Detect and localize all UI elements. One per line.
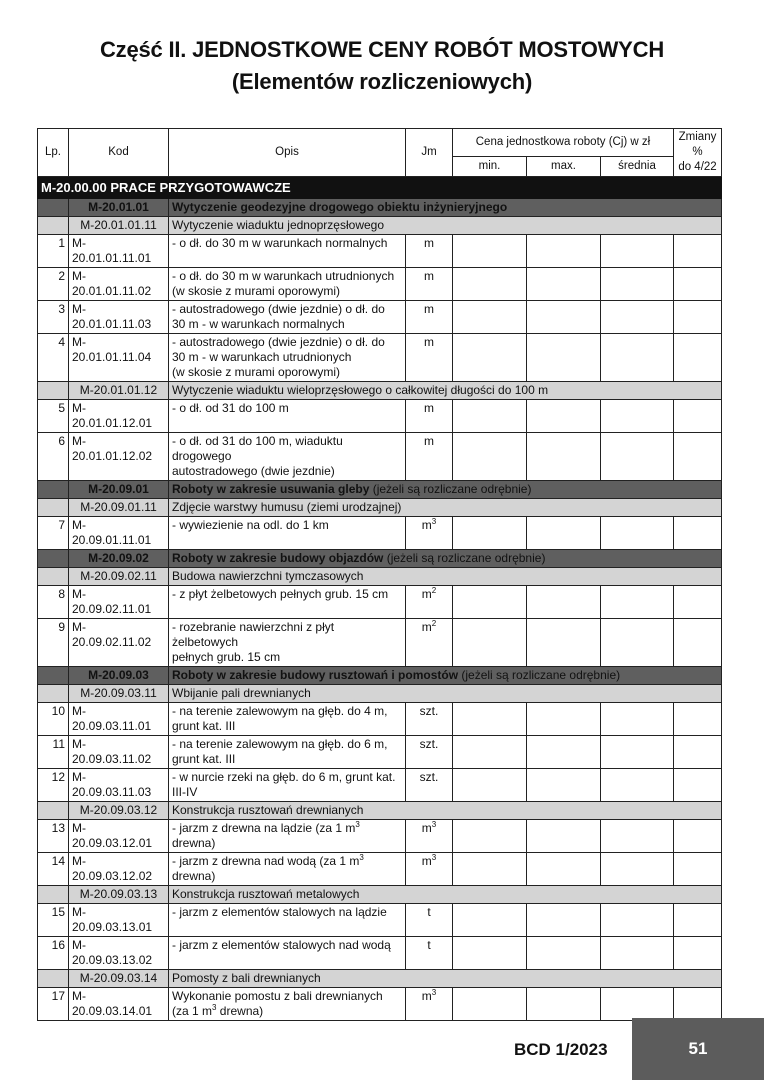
group-title-text: Roboty w zakresie budowy objazdów [172,551,384,565]
header-cena: Cena jednostkowa roboty (Cj) w zł [453,129,674,157]
group-title [169,199,722,217]
table-row [38,400,722,433]
row-opis-part: drewna) [172,836,216,850]
group-title-text: Roboty w zakresie budowy rusztowań i pomostów [172,668,459,682]
row-jm: m [406,433,453,481]
row-jm [406,988,453,1021]
row-opis-line: 30 m - w warunkach normalnych [172,317,345,331]
subgroup-title: Wytyczenie wiaduktu wieloprzęsłowego o całkowitej długości do 100 m [169,382,722,400]
table-row [38,334,722,382]
row-opis [169,703,406,736]
row-opis-line: (w skosie z murami oporowymi) [172,365,341,379]
row-opis-exponent: 3 [355,820,360,829]
row-code: M-20.09.03.11.02 [69,736,169,769]
group-row [38,199,722,217]
row-lp: 15 [38,904,69,937]
table-row [38,703,722,736]
subgroup-row [38,886,722,904]
row-code: M-20.01.01.11.04 [69,334,169,382]
row-opis: - o dł. do 30 m w warunkach normalnych [169,235,406,268]
header-zmiany-line1: Zmiany % [678,131,717,158]
table-row [38,853,722,886]
subgroup-code: M-20.09.03.11 [69,685,169,703]
row-opis-line: - na terenie zalewowym na głęb. do 4 m, [172,704,388,718]
row-opis: - jarzm z elementów stalowych nad wodą [169,937,406,970]
row-opis-part: - jarzm z drewna nad wodą (za 1 m [172,854,360,868]
row-jm-exponent: 3 [431,517,437,526]
row-code: M-20.09.03.12.02 [69,853,169,886]
subgroup-row [38,499,722,517]
section-row [38,177,722,199]
subgroup-row [38,685,722,703]
price-table [37,128,722,1021]
row-jm-unit: m [421,620,432,634]
row-lp: 8 [38,586,69,619]
row-opis: - o dł. od 31 do 100 m [169,400,406,433]
subgroup-code: M-20.01.01.11 [69,217,169,235]
header-lp: Lp. [38,129,69,177]
header-opis: Opis [169,129,406,177]
row-jm-exponent: 3 [431,988,437,997]
group-title [169,667,722,685]
page-number-box [632,1018,764,1080]
row-opis-line: grunt kat. III [172,752,236,766]
row-opis-line: III-IV [172,785,198,799]
row-code: M-20.09.03.13.02 [69,937,169,970]
group-row [38,550,722,568]
table-row [38,904,722,937]
group-title [169,481,722,499]
row-jm [406,853,453,886]
row-jm [406,619,453,667]
group-note: (jeżeli są rozliczane odrębnie) [369,482,532,496]
row-code: M-20.09.03.14.01 [69,988,169,1021]
row-opis: - z płyt żelbetowych pełnych grub. 15 cm [169,586,406,619]
group-code: M-20.09.02 [69,550,169,568]
row-opis-line: - autostradowego (dwie jezdnie) o dł. do [172,335,385,349]
row-lp: 11 [38,736,69,769]
row-opis [169,334,406,382]
table-header-row [38,129,722,157]
row-lp: 1 [38,235,69,268]
row-lp: 9 [38,619,69,667]
table-row [38,301,722,334]
header-zmiany-line2: do 4/22 [678,161,717,173]
row-lp: 12 [38,769,69,802]
row-opis-exponent: 3 [212,1003,217,1012]
row-opis [169,988,406,1021]
row-jm [406,517,453,550]
row-lp: 13 [38,820,69,853]
row-opis [169,736,406,769]
row-lp: 17 [38,988,69,1021]
row-opis [169,769,406,802]
row-jm-unit: m [421,518,432,532]
subgroup-code: M-20.09.03.12 [69,802,169,820]
row-jm-unit: m [421,989,432,1003]
subgroup-code: M-20.09.01.11 [69,499,169,517]
row-code: M-20.09.03.13.01 [69,904,169,937]
row-code: M-20.01.01.12.01 [69,400,169,433]
row-lp: 10 [38,703,69,736]
row-code: M-20.09.03.11.03 [69,769,169,802]
row-jm-exponent: 3 [431,820,437,829]
row-jm: m [406,400,453,433]
row-opis-part: (za 1 m [172,1004,213,1018]
row-code: M-20.01.01.11.01 [69,235,169,268]
row-opis-line: - o dł. do 30 m w warunkach utrudnionych [172,269,395,283]
section-title: M-20.00.00 PRACE PRZYGOTOWAWCZE [38,177,722,199]
row-jm: szt. [406,769,453,802]
row-code: M-20.01.01.11.03 [69,301,169,334]
row-opis [169,853,406,886]
row-code: M-20.09.02.11.02 [69,619,169,667]
row-lp: 6 [38,433,69,481]
row-opis-line: - o dł. od 31 do 100 m, wiaduktu drogowego [172,434,343,463]
row-opis-line: grunt kat. III [172,719,236,733]
row-opis-line: - rozebranie nawierzchni z płyt żelbetowych [172,620,335,649]
row-jm-exponent: 2 [431,619,437,628]
row-opis [169,268,406,301]
subgroup-title: Wbijanie pali drewnianych [169,685,722,703]
row-jm: m [406,301,453,334]
group-code: M-20.09.03 [69,667,169,685]
subgroup-title: Konstrukcja rusztowań drewnianych [169,802,722,820]
subgroup-title: Zdjęcie warstwy humusu (ziemi urodzajnej) [169,499,722,517]
row-opis-part: drewna) [172,869,216,883]
row-code: M-20.09.03.11.01 [69,703,169,736]
row-code: M-20.01.01.12.02 [69,433,169,481]
header-jm: Jm [406,129,453,177]
row-opis-line: pełnych grub. 15 cm [172,650,281,664]
row-lp: 16 [38,937,69,970]
row-jm-exponent: 3 [431,853,437,862]
row-opis-line: - w nurcie rzeki na głęb. do 6 m, grunt kat. [172,770,396,784]
row-jm-unit: m [421,854,432,868]
group-note: (jeżeli są rozliczane odrębnie) [383,551,546,565]
table-row [38,586,722,619]
row-jm-exponent: 2 [431,586,437,595]
table-row [38,988,722,1021]
group-title-text: Roboty w zakresie usuwania gleby [172,482,370,496]
row-code: M-20.09.03.12.01 [69,820,169,853]
row-opis-line: autostradowego (dwie jezdnie) [172,464,335,478]
row-jm: szt. [406,736,453,769]
subgroup-code: M-20.01.01.12 [69,382,169,400]
group-code: M-20.01.01 [69,199,169,217]
group-note: (jeżeli są rozliczane odrębnie) [458,668,621,682]
row-opis-part: drewna) [216,1004,264,1018]
row-jm: m [406,334,453,382]
row-opis [169,619,406,667]
row-opis-part: - jarzm z drewna na lądzie (za 1 m [172,821,356,835]
row-opis-line: (w skosie z murami oporowymi) [172,284,341,298]
row-opis-line: Wykonanie pomostu z bali drewnianych [172,989,383,1003]
group-row [38,667,722,685]
title-line-2: (Elementów rozliczeniowych) [231,69,533,94]
table-row [38,433,722,481]
subgroup-code: M-20.09.02.11 [69,568,169,586]
row-opis-line: - autostradowego (dwie jezdnie) o dł. do [172,302,385,316]
row-opis [169,820,406,853]
row-opis-line: 30 m - w warunkach utrudnionych [172,350,352,364]
header-max: max. [527,157,601,177]
row-jm: m [406,268,453,301]
header-kod: Kod [69,129,169,177]
row-jm: t [406,937,453,970]
table-row [38,820,722,853]
subgroup-row [38,568,722,586]
row-jm: t [406,904,453,937]
row-jm-unit: m [421,587,432,601]
row-lp: 3 [38,301,69,334]
subgroup-title: Budowa nawierzchni tymczasowych [169,568,722,586]
table-row [38,736,722,769]
subgroup-row [38,217,722,235]
row-code: M-20.09.01.11.01 [69,517,169,550]
page-number: 51 [688,1039,708,1058]
table-row [38,268,722,301]
table-row [38,769,722,802]
table-row [38,937,722,970]
header-min: min. [453,157,527,177]
row-jm: szt. [406,703,453,736]
row-lp: 4 [38,334,69,382]
subgroup-title: Wytyczenie wiaduktu jednoprzęsłowego [169,217,722,235]
subgroup-title: Pomosty z bali drewnianych [169,970,722,988]
subgroup-row [38,970,722,988]
row-code: M-20.09.02.11.01 [69,586,169,619]
subgroup-title: Konstrukcja rusztowań metalowych [169,886,722,904]
row-code: M-20.01.01.11.02 [69,268,169,301]
row-opis [169,433,406,481]
publication-label: BCD 1/2023 [514,1040,608,1059]
header-zmiany [674,129,722,177]
subgroup-row [38,382,722,400]
row-jm [406,586,453,619]
row-opis-line [172,1004,402,1019]
subgroup-code: M-20.09.03.14 [69,970,169,988]
table-row [38,619,722,667]
table-row [38,517,722,550]
subgroup-code: M-20.09.03.13 [69,886,169,904]
row-lp: 5 [38,400,69,433]
row-opis [169,301,406,334]
page-title [0,34,764,98]
header-srednia: średnia [601,157,674,177]
row-opis: - wywiezienie na odl. do 1 km [169,517,406,550]
row-lp: 14 [38,853,69,886]
row-jm: m [406,235,453,268]
row-opis: - jarzm z elementów stalowych na lądzie [169,904,406,937]
row-jm [406,820,453,853]
row-lp: 2 [38,268,69,301]
row-opis-line: - na terenie zalewowym na głęb. do 6 m, [172,737,388,751]
group-code: M-20.09.01 [69,481,169,499]
row-opis-exponent: 3 [359,853,364,862]
table-row [38,235,722,268]
subgroup-row [38,802,722,820]
group-title-text: Wytyczenie geodezyjne drogowego obiektu inżynieryjnego [172,200,508,214]
row-lp: 7 [38,517,69,550]
group-title [169,550,722,568]
title-line-1: Część II. JEDNOSTKOWE CENY ROBÓT MOSTOWYCH [99,37,665,62]
row-jm-unit: m [421,821,432,835]
group-row [38,481,722,499]
